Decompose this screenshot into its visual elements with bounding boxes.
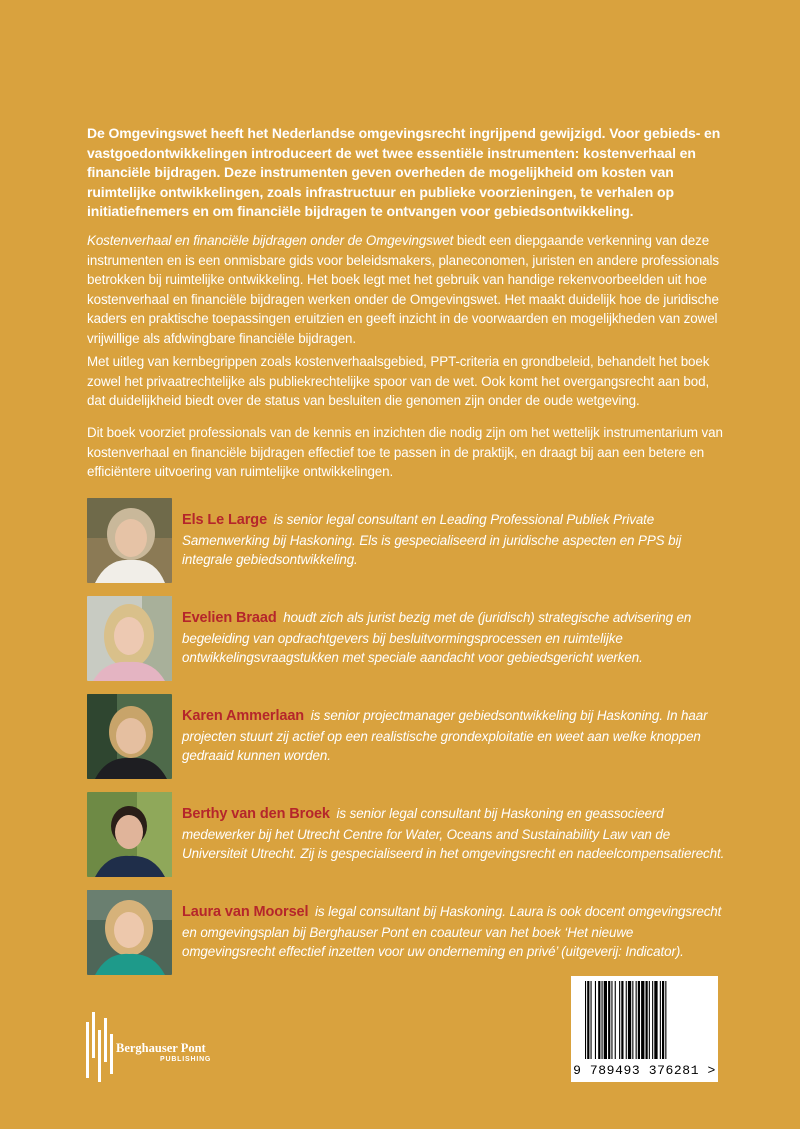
author-photo — [87, 596, 172, 681]
author-name: Laura van Moorsel — [182, 904, 309, 920]
book-title: Kostenverhaal en financiële bijdragen onder de Omgevingswet — [87, 233, 454, 248]
author-photo — [87, 498, 172, 583]
barcode-bar — [649, 981, 650, 1059]
author-name: Els Le Large — [182, 512, 268, 528]
author-photo — [87, 694, 172, 779]
barcode-bar — [646, 981, 648, 1059]
author-karen-ammerlaan — [87, 694, 727, 780]
barcode-bars — [585, 981, 704, 1059]
barcode-bar — [662, 981, 664, 1059]
barcode-bar — [602, 981, 603, 1059]
isbn-number: 9 789493 376281 > — [573, 1063, 716, 1078]
barcode-bar — [654, 981, 657, 1059]
barcode-bar — [608, 981, 610, 1059]
author-name: Evelien Braad — [182, 610, 277, 626]
barcode-bar — [660, 981, 661, 1059]
author-description: is legal consultant bij Haskoning. Laura is ook docent omgevingsrecht en omgevingsplan bij Berghauser Pont en coauteur van het boek ‘Het nieuwe omgevingsrecht effectief inzetten voor uw onderneming en privé’ (uitgeverij: Indicator). — [182, 904, 722, 959]
author-laura-van-moorsel — [87, 890, 727, 976]
barcode-bar — [665, 981, 666, 1059]
publisher-tagline: PUBLISHING — [160, 1056, 212, 1063]
barcode-bar — [615, 981, 616, 1059]
author-evelien-braad — [87, 596, 727, 682]
author-name: Berthy van den Broek — [182, 806, 330, 822]
author-bio — [182, 902, 727, 962]
barcode-bar — [604, 981, 607, 1059]
barcode-bar — [591, 981, 592, 1059]
barcode-bar — [641, 981, 644, 1059]
author-name: Karen Ammerlaan — [182, 708, 305, 724]
author-description: is senior legal consultant bij Haskoning en geassocieerd medewerker bij het Utrecht Centre for Water, Oceans and Sustainability Law van de Universiteit Utrecht. Zij is gespecialiseerd in het omgevingsrecht en nadeelcompensatierecht. — [182, 806, 725, 861]
barcode-bar — [595, 981, 596, 1059]
barcode-bar — [587, 981, 589, 1059]
barcode-bar — [619, 981, 620, 1059]
publisher-logo-icon — [86, 1012, 114, 1082]
intro-paragraph: De Omgevingswet heeft het Nederlandse omgevingsrecht ingrijpend gewijzigd. Voor gebieds- en vastgoedontwikkelingen introduceert de wet twee essentiële instrumenten: kostenverhaal en financiële bijdragen. Deze instrumenten geven overheden de mogelijkheid om kosten van ruimtelijke ontwikkelingen, zoals infrastructuur en publieke voorzieningen, te verhalen op initiatiefnemers en om financiële bijdragen te ontvangen voor gebiedsontwikkeling. — [87, 125, 721, 220]
author-els-le-large — [87, 498, 727, 584]
barcode-bar — [598, 981, 600, 1059]
author-photo — [87, 792, 172, 877]
isbn-barcode — [571, 976, 718, 1082]
author-photo — [87, 890, 172, 975]
description-text-1: biedt een diepgaande verkenning van deze instrumenten en is een onmisbare gids voor beleidsmakers, planeconomen, juristen en andere professionals betrokken bij ruimtelijke ontwikkeling. Het boek legt met het gebruik van handige rekenvoorbeelden uit hoe kostenverhaal en financiële bijdragen werken onder de Omgevingswet. Het maakt duidelijk hoe de juridische kaders en praktische toepassingen eruitzien en geeft inzicht in de voorwaarden en mogelijkheden van zowel vrijwillige als afdwingbare financiële bijdragen. — [87, 233, 719, 346]
author-berthy-van-den-broek — [87, 792, 727, 878]
barcode-bar — [628, 981, 631, 1059]
barcode-bar — [636, 981, 637, 1059]
publisher-logo — [86, 1012, 226, 1082]
author-bio — [182, 804, 727, 864]
barcode-bar — [632, 981, 633, 1059]
author-bio — [182, 510, 727, 570]
author-bio — [182, 608, 727, 668]
barcode-bar — [621, 981, 623, 1059]
barcode-bar — [585, 981, 586, 1059]
publisher-name: Berghauser Pont — [116, 1041, 206, 1055]
barcode-bar — [638, 981, 640, 1059]
barcode-bar — [652, 981, 653, 1059]
barcode-bar — [626, 981, 627, 1059]
description-paragraph-1 — [87, 231, 727, 348]
barcode-bar — [611, 981, 612, 1059]
description-paragraph-3: Dit boek voorziet professionals van de kennis en inzichten die nodig zijn om het wettelijk instrumentarium van kostenverhaal en financiële bijdragen effectief toe te passen in de praktijk, en draagt bij aan een betere en efficiëntere uitvoering van ruimtelijke ontwikkelingen. — [87, 425, 723, 479]
author-description: houdt zich als jurist bezig met de (juridisch) strategische advisering en begeleiding van opdrachtgevers bij besluitvormingsprocessen en ruimtelijke ontwikkelingsvraagstukken met speciale aandacht voor gebiedsgericht werken. — [182, 610, 692, 665]
author-description: is senior legal consultant en Leading Professional Publiek Private Samenwerking bij Haskoning. Els is gespecialiseerd in juridische aspecten en PPS bij integrale gebiedsontwikkeling. — [182, 512, 682, 567]
description-paragraph-2: Met uitleg van kernbegrippen zoals kostenverhaalsgebied, PPT-criteria en grondbeleid, behandelt het boek zowel het privaatrechtelijke als publiekrechtelijke spoor van de wet. Ook komt het overgangsrecht aan bod, dat duidelijkheid biedt over de status van besluiten die genomen zijn onder de oude wetgeving. — [87, 354, 710, 408]
author-bio — [182, 706, 727, 766]
author-description: is senior projectmanager gebiedsontwikkeling bij Haskoning. In haar projecten stuurt zij actief op een realistische grondexploitatie en weet aan welke knoppen gedraaid kunnen worden. — [182, 708, 708, 763]
